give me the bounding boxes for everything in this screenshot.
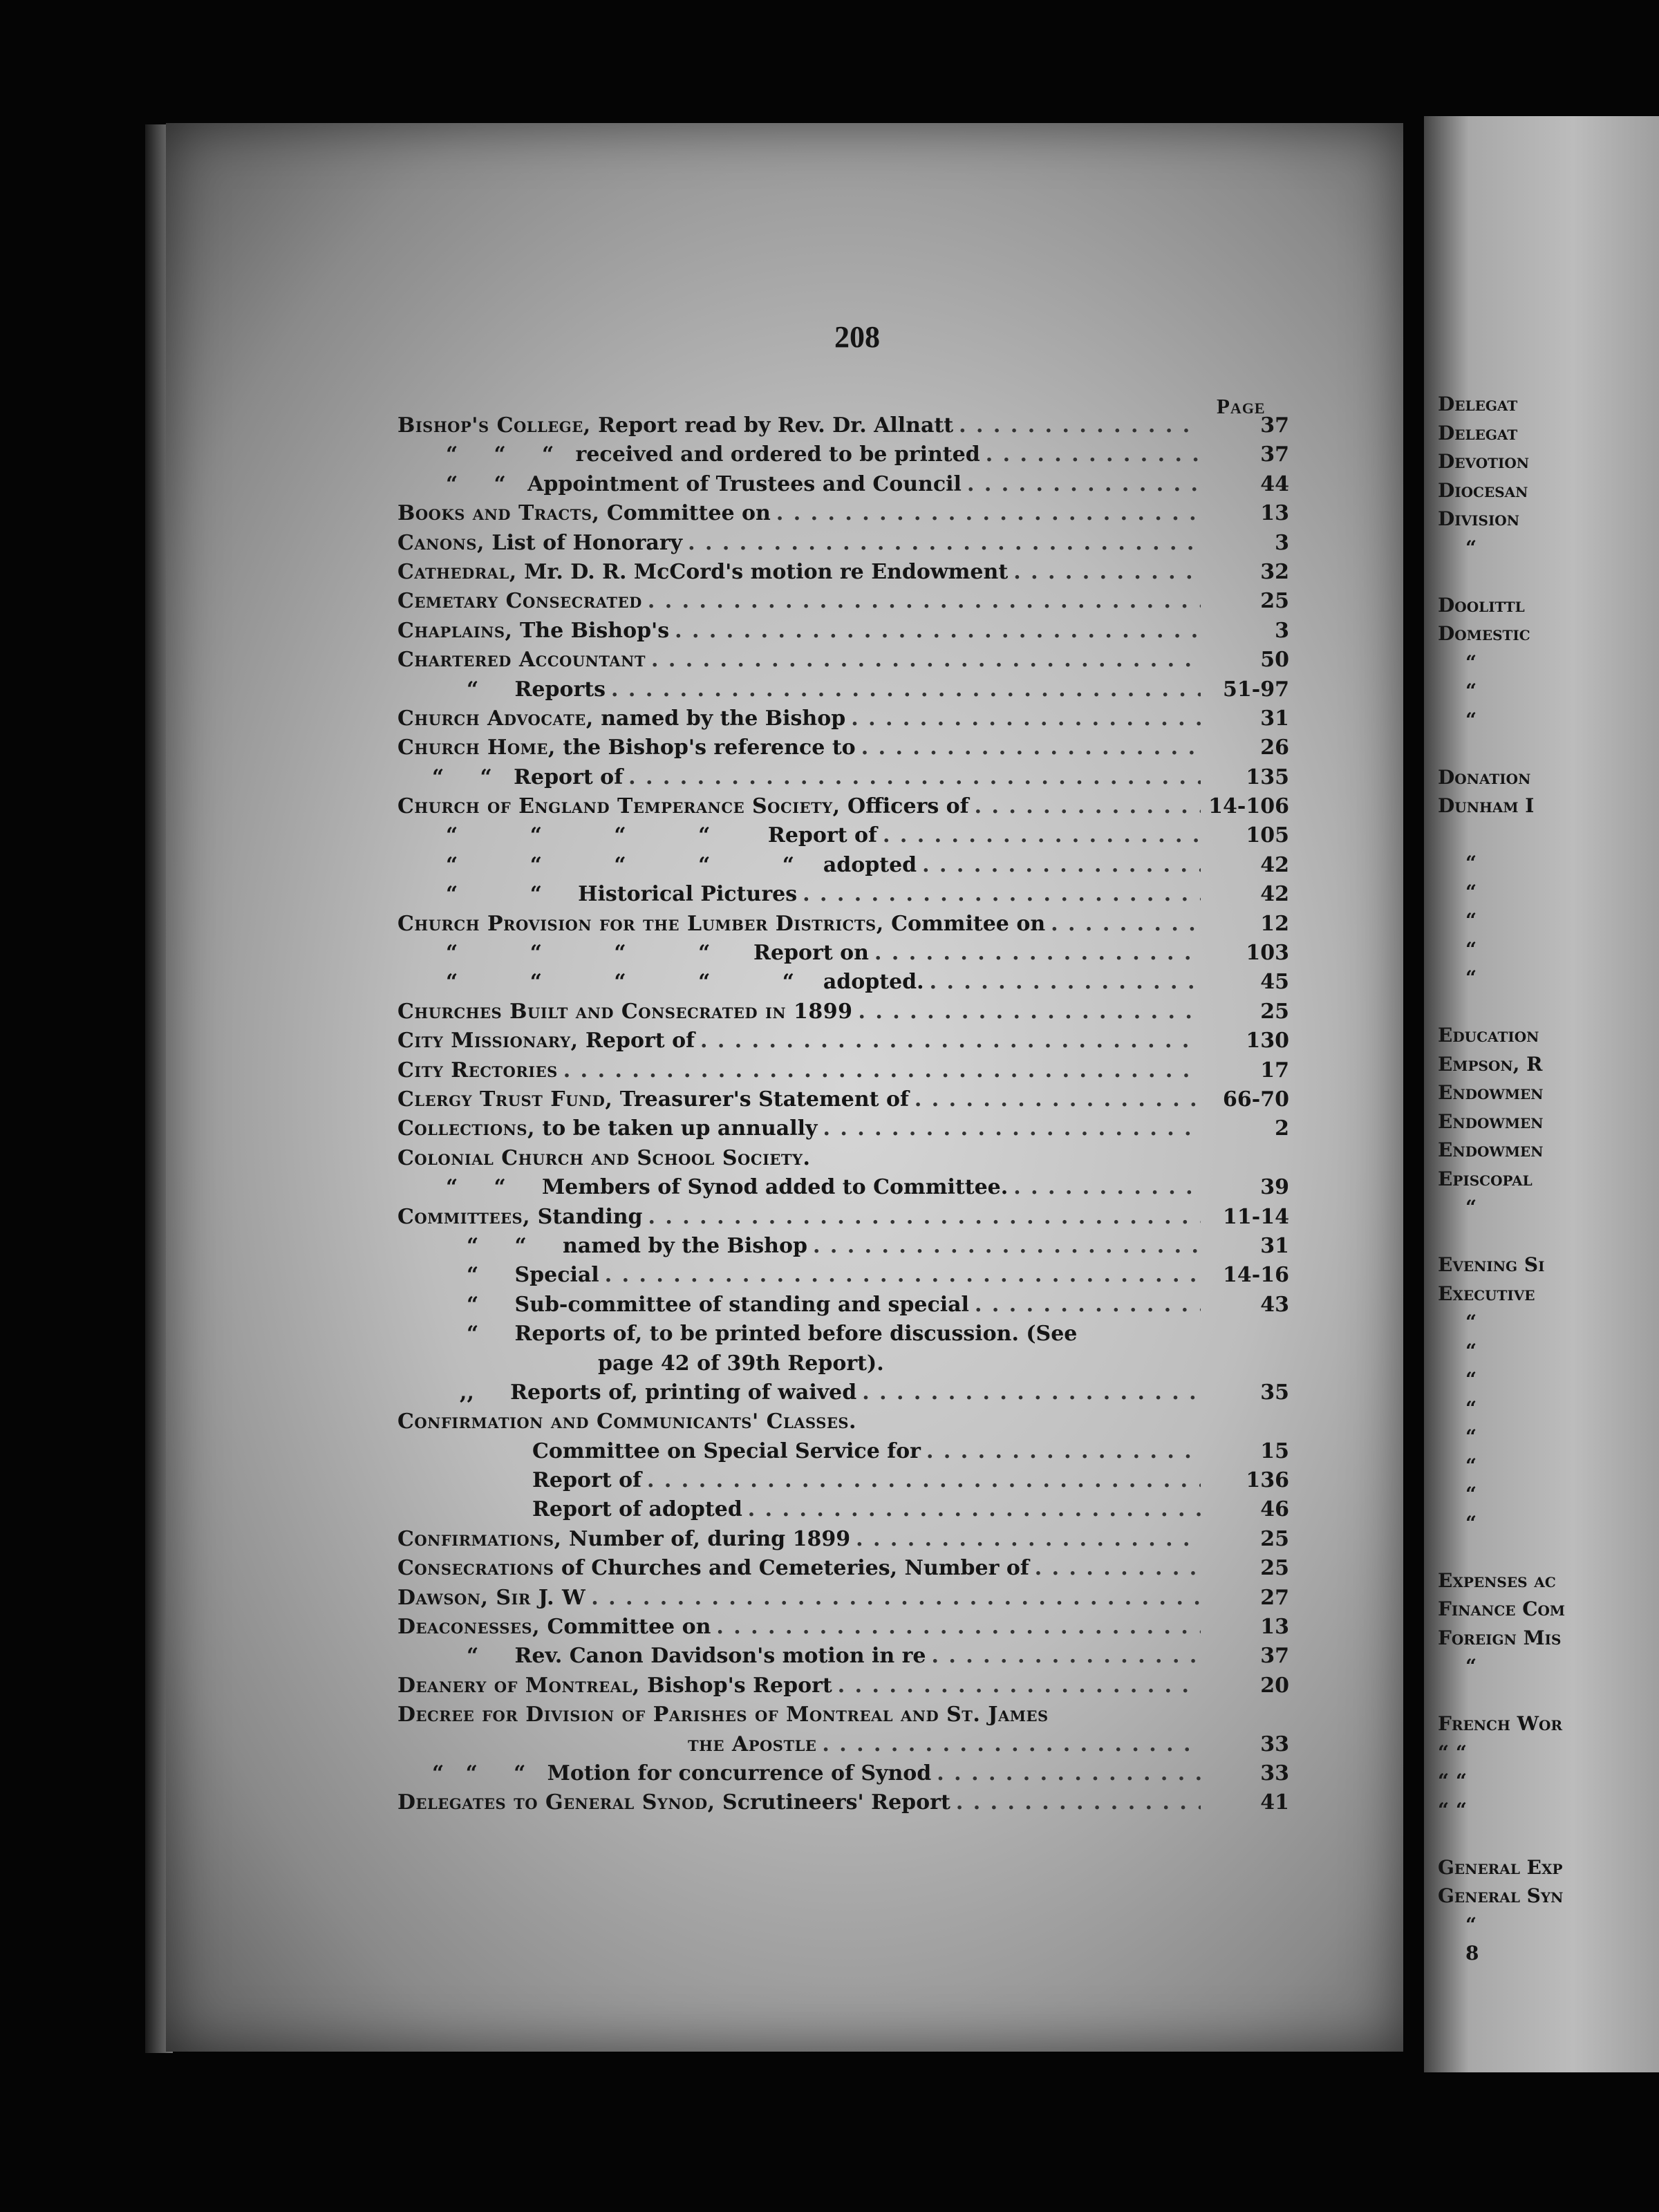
index-entry-text: Number of, during 1899 xyxy=(561,1526,851,1551)
index-entry-text: named by the Bishop xyxy=(593,706,846,731)
index-entry-text: Commitee on xyxy=(883,911,1046,936)
index-entry-text: “ Reports of, to be printed before discussion. (See xyxy=(467,1322,1078,1347)
index-entry xyxy=(397,440,1289,469)
index-entry xyxy=(397,733,1289,762)
facing-page-fragment: “ xyxy=(1465,852,1477,874)
index-entry xyxy=(397,939,1289,968)
index-entry-label xyxy=(397,1085,909,1114)
dot-leader xyxy=(823,1114,1201,1143)
facing-page-fragment: Episcopal xyxy=(1438,1167,1533,1190)
index-entry-text: Treasurer's Statement of xyxy=(612,1087,909,1112)
index-entry-label xyxy=(397,851,917,880)
facing-page-fragment: “ xyxy=(1465,937,1477,961)
page-reference: 130 xyxy=(1246,1029,1289,1053)
index-entry-heading: Church of England Temperance Society, xyxy=(397,794,841,819)
index-entry-heading: Church Provision for the Lumber Districts, xyxy=(397,911,884,936)
index-entry xyxy=(397,1144,1289,1173)
dot-leader xyxy=(1013,558,1201,587)
index-entry-label xyxy=(397,1466,641,1495)
index-entry xyxy=(397,529,1289,558)
dot-leader xyxy=(611,675,1201,704)
index-entry-label xyxy=(397,675,606,704)
dot-leader xyxy=(975,792,1201,821)
index-entry-label xyxy=(397,1232,807,1261)
facing-page-fragment: Endowmen xyxy=(1438,1138,1544,1161)
dot-leader xyxy=(628,763,1201,792)
page-reference: 103 xyxy=(1246,941,1289,966)
index-entry xyxy=(397,1466,1289,1495)
facing-page-fragment: “ xyxy=(1465,1511,1477,1535)
index-entry-label xyxy=(397,1525,850,1554)
index-entry-heading: Committees, xyxy=(397,1204,531,1229)
index-entry-text: “ “ “ Motion for concurrence of Synod xyxy=(432,1761,932,1785)
dot-leader xyxy=(700,1027,1201,1056)
page-reference: 25 xyxy=(1260,589,1289,614)
index-entry-label xyxy=(397,1261,599,1290)
facing-page-fragment: “ xyxy=(1465,1196,1477,1219)
dot-leader xyxy=(688,529,1201,558)
dot-leader xyxy=(915,1085,1201,1114)
facing-page-fragment: Division xyxy=(1438,507,1520,530)
dot-leader xyxy=(967,470,1201,499)
facing-page-fragment: Domestic xyxy=(1438,622,1530,645)
page-reference: 25 xyxy=(1260,999,1289,1024)
index-entry-label xyxy=(397,1554,1029,1583)
facing-page-fragment: Endowmen xyxy=(1438,1081,1544,1104)
index-entry-heading: Deanery of Montreal, xyxy=(397,1673,640,1698)
index-entry-label xyxy=(397,1671,832,1700)
index-entry-heading: Chaplains, xyxy=(397,618,513,643)
index-entry-text: Scrutineers' Report xyxy=(715,1790,950,1815)
facing-page-fragment: Expenses ac xyxy=(1438,1568,1556,1592)
dot-leader xyxy=(838,1671,1201,1700)
dot-leader xyxy=(975,1291,1201,1320)
dot-leader xyxy=(605,1261,1201,1290)
index-entry-text: Mr. D. R. McCord's motion re Endowment xyxy=(516,559,1009,584)
index-entry-label xyxy=(397,1700,1049,1730)
index-entry xyxy=(397,968,1289,997)
index-entry-text: Report of adopted xyxy=(532,1497,742,1522)
index-entry xyxy=(397,880,1289,909)
facing-page-fragment: “ xyxy=(1465,880,1477,903)
page-reference: 3 xyxy=(1275,530,1289,555)
page-reference: 33 xyxy=(1260,1732,1289,1756)
facing-page-fragment: Delegat xyxy=(1438,421,1518,444)
index-entry xyxy=(397,704,1289,733)
dot-leader xyxy=(883,821,1201,850)
index-entry xyxy=(397,617,1289,646)
index-entry xyxy=(397,411,1289,440)
facing-page-fragment: Diocesan xyxy=(1438,478,1528,502)
facing-page-fragment: Donation xyxy=(1438,765,1531,789)
dot-leader xyxy=(959,411,1201,440)
index-entry-label xyxy=(397,470,962,499)
dot-leader xyxy=(937,1759,1201,1788)
index-entry xyxy=(397,821,1289,850)
index-entries xyxy=(397,411,1289,1818)
index-entry xyxy=(397,851,1289,880)
page-reference: 44 xyxy=(1260,471,1289,496)
page-reference: 15 xyxy=(1260,1438,1289,1463)
index-entry-label xyxy=(397,1495,742,1524)
index-entry-label xyxy=(397,558,1008,587)
index-entry-text: “ “ “ “ Report on xyxy=(446,941,869,966)
dot-leader xyxy=(1035,1554,1201,1583)
facing-page-fragment: “ xyxy=(1465,1483,1477,1506)
facing-page-fragment: Doolittl xyxy=(1438,593,1525,617)
index-entry-label xyxy=(397,939,869,968)
index-entry-heading: Chartered Accountant xyxy=(397,648,646,673)
page-reference: 14-16 xyxy=(1223,1263,1289,1288)
index-entry xyxy=(397,1232,1289,1261)
facing-page-fragment: “ xyxy=(1465,708,1477,731)
facing-page-fragment: “ “ xyxy=(1438,1798,1467,1821)
page-reference: 37 xyxy=(1260,442,1289,467)
dot-leader xyxy=(862,1378,1201,1407)
index-entry xyxy=(397,1378,1289,1407)
index-entry-text: to be taken up annually xyxy=(534,1116,818,1141)
index-entry xyxy=(397,587,1289,616)
facing-page-fragment: “ xyxy=(1465,1425,1477,1448)
index-entry-heading: Delegates to General Synod, xyxy=(397,1790,715,1815)
page-reference: 136 xyxy=(1246,1468,1289,1493)
index-entry xyxy=(397,997,1289,1027)
index-entry xyxy=(397,1203,1289,1232)
page-reference: 37 xyxy=(1260,1644,1289,1669)
facing-page-fragment: Delegat xyxy=(1438,393,1518,415)
index-entry-text: “ “ “ “ “ adopted xyxy=(446,852,917,877)
index-entry-heading: City Rectories xyxy=(397,1058,558,1082)
index-entry-heading: Confirmations, xyxy=(397,1526,562,1551)
index-entry xyxy=(397,1525,1289,1554)
index-entry-heading: Churches Built and Consecrated in 1899 xyxy=(397,999,853,1024)
index-entry-label xyxy=(397,1203,643,1232)
index-entry xyxy=(397,1173,1289,1202)
index-entry-text: Report of xyxy=(532,1468,642,1493)
page-reference: 25 xyxy=(1260,1526,1289,1551)
index-entry-heading: Church Advocate, xyxy=(397,706,594,731)
index-entry xyxy=(397,1407,1289,1436)
index-entry-text: “ “ Report of xyxy=(432,765,624,789)
index-entry xyxy=(397,470,1289,499)
index-entry-text: Report read by Rev. Dr. Allnatt xyxy=(590,413,954,438)
index-entry xyxy=(397,792,1289,821)
index-entry xyxy=(397,646,1289,675)
page-reference: 31 xyxy=(1260,1233,1289,1258)
dot-leader xyxy=(922,851,1201,880)
facing-page-fragment: “ xyxy=(1465,1655,1477,1678)
index-entry-text: List of Honorary xyxy=(484,530,683,555)
facing-page-fragment: Endowmen xyxy=(1438,1109,1544,1133)
page-reference: 32 xyxy=(1260,559,1289,584)
index-entry-heading: Cemetary Consecrated xyxy=(397,589,642,614)
index-entry-label xyxy=(397,1613,711,1642)
index-entry-text: “ “ Members of Synod added to Committee. xyxy=(446,1175,1009,1200)
index-entry xyxy=(397,1613,1289,1642)
index-entry-label xyxy=(397,733,856,762)
facing-page-fragment: “ xyxy=(1465,1454,1477,1477)
page-reference: 135 xyxy=(1246,765,1289,789)
index-entry-label xyxy=(397,968,924,997)
page-reference: 12 xyxy=(1260,911,1289,936)
facing-page-fragment: “ xyxy=(1465,909,1477,932)
dot-leader xyxy=(648,587,1201,616)
page-reference: 3 xyxy=(1275,618,1289,643)
page-reference: 105 xyxy=(1246,823,1289,848)
index-entry-label xyxy=(397,529,682,558)
index-entry-label xyxy=(397,1407,856,1436)
dot-leader xyxy=(651,646,1201,675)
index-entry-label xyxy=(397,1642,926,1671)
page-reference: 42 xyxy=(1260,852,1289,877)
index-entry-label xyxy=(397,1584,585,1613)
dot-leader xyxy=(859,997,1201,1027)
index-entry-text: The Bishop's xyxy=(512,618,670,643)
index-entry-label xyxy=(397,1173,1008,1202)
dot-leader xyxy=(932,1642,1201,1671)
page-reference: 14-106 xyxy=(1208,794,1289,819)
facing-page-fragment: General Syn xyxy=(1438,1884,1564,1907)
dot-leader xyxy=(591,1584,1201,1613)
index-entry-heading: Church Home, xyxy=(397,735,556,760)
index-entry xyxy=(397,1642,1289,1671)
index-entry-label xyxy=(397,499,771,528)
index-entry-text: Standing xyxy=(530,1204,643,1229)
index-entry-text: “ “ named by the Bishop xyxy=(467,1233,807,1258)
index-entry-text: “ “ “ received and ordered to be printed xyxy=(446,442,980,467)
index-entry xyxy=(397,1114,1289,1143)
dot-leader xyxy=(675,617,1201,646)
index-entry-text: “ Reports xyxy=(467,677,606,702)
index-entry-heading: City Missionary, xyxy=(397,1029,579,1053)
page-reference: 26 xyxy=(1260,735,1289,760)
index-entry-heading: Canons, xyxy=(397,530,485,555)
index-entry-label xyxy=(397,1437,921,1466)
page-column-heading: Page xyxy=(1217,394,1266,418)
facing-page-fragment: Executive xyxy=(1438,1282,1535,1305)
index-entry-label xyxy=(397,440,980,469)
dot-leader xyxy=(803,880,1201,909)
index-entry-text: “ Sub-committee of standing and special xyxy=(467,1292,969,1317)
facing-page-fragment: Education xyxy=(1438,1024,1539,1047)
page-reference: 20 xyxy=(1260,1673,1289,1698)
index-entry-heading: Confirmation and Communicants' Classes. xyxy=(397,1409,857,1434)
index-entry-label xyxy=(397,880,797,909)
index-entry-text: “ Rev. Canon Davidson's motion in re xyxy=(467,1644,926,1669)
index-entry-text: “ “ Historical Pictures xyxy=(446,882,798,907)
index-entry-text: Report of xyxy=(578,1029,695,1053)
index-entry-label xyxy=(397,1378,856,1407)
index-entry xyxy=(397,1554,1289,1583)
page-reference: 11-14 xyxy=(1223,1204,1289,1229)
facing-page-fragment: Finance Com xyxy=(1438,1597,1566,1620)
page-reference: 13 xyxy=(1260,1615,1289,1640)
dot-leader xyxy=(986,440,1201,469)
index-entry xyxy=(397,1437,1289,1466)
page-reference: 17 xyxy=(1260,1058,1289,1082)
dot-leader xyxy=(563,1056,1201,1085)
page-reference: 25 xyxy=(1260,1556,1289,1581)
index-entry xyxy=(397,1730,1289,1759)
index-entry xyxy=(397,910,1289,939)
index-entry-text: Officers of xyxy=(840,794,969,819)
index-entry-text: Committee on xyxy=(540,1615,711,1640)
index-entry-label xyxy=(397,1144,810,1173)
index-entry xyxy=(397,558,1289,587)
index-entry xyxy=(397,1671,1289,1700)
index-entry-label xyxy=(397,1027,695,1056)
page-number: 208 xyxy=(834,320,880,354)
index-entry-label xyxy=(397,1056,558,1085)
page-reference: 41 xyxy=(1260,1790,1289,1815)
dot-leader xyxy=(748,1495,1201,1524)
page-reference: 13 xyxy=(1260,501,1289,526)
dot-leader xyxy=(647,1466,1201,1495)
facing-page-fragment: “ xyxy=(1465,1311,1477,1333)
index-entry-label xyxy=(397,1788,950,1817)
dot-leader xyxy=(956,1788,1201,1817)
index-entry-heading: Colonial Church and School Society. xyxy=(397,1145,811,1170)
dot-leader xyxy=(926,1437,1201,1466)
index-entry-text: “ “ “ “ “ adopted. xyxy=(446,970,924,995)
page-reference: 43 xyxy=(1260,1292,1289,1317)
index-entry xyxy=(397,675,1289,704)
facing-page-fragment: “ xyxy=(1465,679,1477,702)
index-entry xyxy=(397,763,1289,792)
index-entry-heading: Collections, xyxy=(397,1116,535,1141)
facing-page xyxy=(1424,116,1659,2072)
index-entry-label xyxy=(397,821,877,850)
dot-leader xyxy=(1013,1173,1201,1202)
facing-page-fragment: Evening Si xyxy=(1438,1253,1545,1276)
index-entry xyxy=(397,1261,1289,1290)
index-entry-heading: the Apostle xyxy=(688,1732,817,1756)
facing-page-fragment: “ xyxy=(1465,650,1477,674)
index-entry-label xyxy=(397,587,642,616)
index-entry-text: ,, Reports of, printing of waived xyxy=(460,1380,857,1405)
facing-page-fragment: “ xyxy=(1465,966,1477,989)
index-entry-label xyxy=(397,704,845,733)
index-entry-heading: Consecrations xyxy=(397,1556,554,1581)
index-entry-label xyxy=(397,1349,884,1378)
page-reference: 35 xyxy=(1260,1380,1289,1405)
facing-page-fragment: Foreign Mis xyxy=(1438,1626,1562,1649)
dot-leader xyxy=(813,1232,1201,1261)
index-entry xyxy=(397,1700,1289,1730)
facing-page-fragment: “ xyxy=(1465,1339,1477,1362)
facing-page-fragment: “ xyxy=(1465,536,1477,559)
dot-leader xyxy=(822,1730,1201,1759)
dot-leader xyxy=(851,704,1201,733)
index-entry xyxy=(397,1759,1289,1788)
index-entry xyxy=(397,1085,1289,1114)
index-entry-label xyxy=(397,1291,969,1320)
index-entry-text: page 42 of 39th Report). xyxy=(598,1351,884,1376)
index-entry xyxy=(397,1027,1289,1056)
index-entry-label xyxy=(397,646,646,675)
page-reference: 51-97 xyxy=(1223,677,1289,702)
dot-leader xyxy=(856,1525,1201,1554)
facing-page-fragment: 8 xyxy=(1465,1942,1479,1965)
page-reference: 31 xyxy=(1260,706,1289,731)
index-entry-label xyxy=(397,997,853,1027)
page-reference: 39 xyxy=(1260,1175,1289,1200)
page-reference: 50 xyxy=(1260,648,1289,673)
facing-page-fragment: Empson, R xyxy=(1438,1052,1543,1076)
index-entry-label xyxy=(397,617,669,646)
index-entry-heading: Bishop's College, xyxy=(397,413,591,438)
index-entry-label xyxy=(397,1320,1077,1349)
index-entry-heading: Clergy Trust Fund, xyxy=(397,1087,613,1112)
index-entry-text: “ “ Appointment of Trustees and Council xyxy=(446,471,962,496)
index-entry-label xyxy=(397,1114,817,1143)
page-reference: 2 xyxy=(1275,1116,1289,1141)
index-entry xyxy=(397,1788,1289,1817)
facing-page-fragment: French Wor xyxy=(1438,1712,1563,1735)
index-entry-text: Committee on Special Service for xyxy=(532,1438,921,1463)
page-reference: 42 xyxy=(1260,882,1289,907)
index-entry xyxy=(397,499,1289,528)
index-entry xyxy=(397,1495,1289,1524)
index-entry-heading: Dawson, Sir J. W xyxy=(397,1585,586,1610)
page-reference: 27 xyxy=(1260,1585,1289,1610)
dot-leader xyxy=(930,968,1201,997)
facing-page-fragment: Devotion xyxy=(1438,450,1530,473)
index-entry-text: of Churches and Cemeteries, Number of xyxy=(554,1556,1029,1581)
dot-leader xyxy=(1051,910,1201,939)
index-entry-text: Bishop's Report xyxy=(639,1673,832,1698)
index-entry-label xyxy=(397,411,953,440)
index-entry xyxy=(397,1349,1289,1378)
index-entry xyxy=(397,1056,1289,1085)
page-reference: 66-70 xyxy=(1223,1087,1289,1112)
dot-leader xyxy=(716,1613,1201,1642)
index-entry-text: “ Special xyxy=(467,1263,599,1288)
page-reference: 46 xyxy=(1260,1497,1289,1522)
facing-page-fragment: “ xyxy=(1465,1396,1477,1420)
index-entry-text: the Bishop's reference to xyxy=(555,735,856,760)
index-entry xyxy=(397,1584,1289,1613)
index-entry-label xyxy=(397,1759,931,1788)
facing-page-fragment: “ xyxy=(1465,1913,1477,1936)
index-entry-label xyxy=(397,792,969,821)
index-entry-text: “ “ “ “ Report of xyxy=(446,823,877,848)
index-entry xyxy=(397,1320,1289,1349)
index-entry-heading: Deaconesses, xyxy=(397,1615,541,1640)
index-entry-label xyxy=(397,763,623,792)
facing-page-fragment: General Exp xyxy=(1438,1855,1563,1879)
page-reference: 37 xyxy=(1260,413,1289,438)
index-entry-label xyxy=(397,910,1045,939)
facing-page-fragment: “ “ xyxy=(1438,1770,1467,1792)
dot-leader xyxy=(648,1203,1201,1232)
facing-page-fragment: “ “ xyxy=(1438,1741,1467,1764)
dot-leader xyxy=(861,733,1201,762)
index-entry-heading: Cathedral, xyxy=(397,559,517,584)
dot-leader xyxy=(874,939,1201,968)
dot-leader xyxy=(776,499,1201,528)
page-reference: 45 xyxy=(1260,970,1289,995)
index-entry-label xyxy=(397,1730,816,1759)
page-reference: 33 xyxy=(1260,1761,1289,1785)
index-entry-text: Committee on xyxy=(599,501,771,526)
index-entry-heading: Decree for Division of Parishes of Montreal and St. James xyxy=(397,1703,1049,1727)
index-entry xyxy=(397,1291,1289,1320)
facing-page-fragment: Dunham I xyxy=(1438,794,1535,817)
index-entry-heading: Books and Tracts, xyxy=(397,501,600,526)
facing-page-fragment: “ xyxy=(1465,1368,1477,1391)
